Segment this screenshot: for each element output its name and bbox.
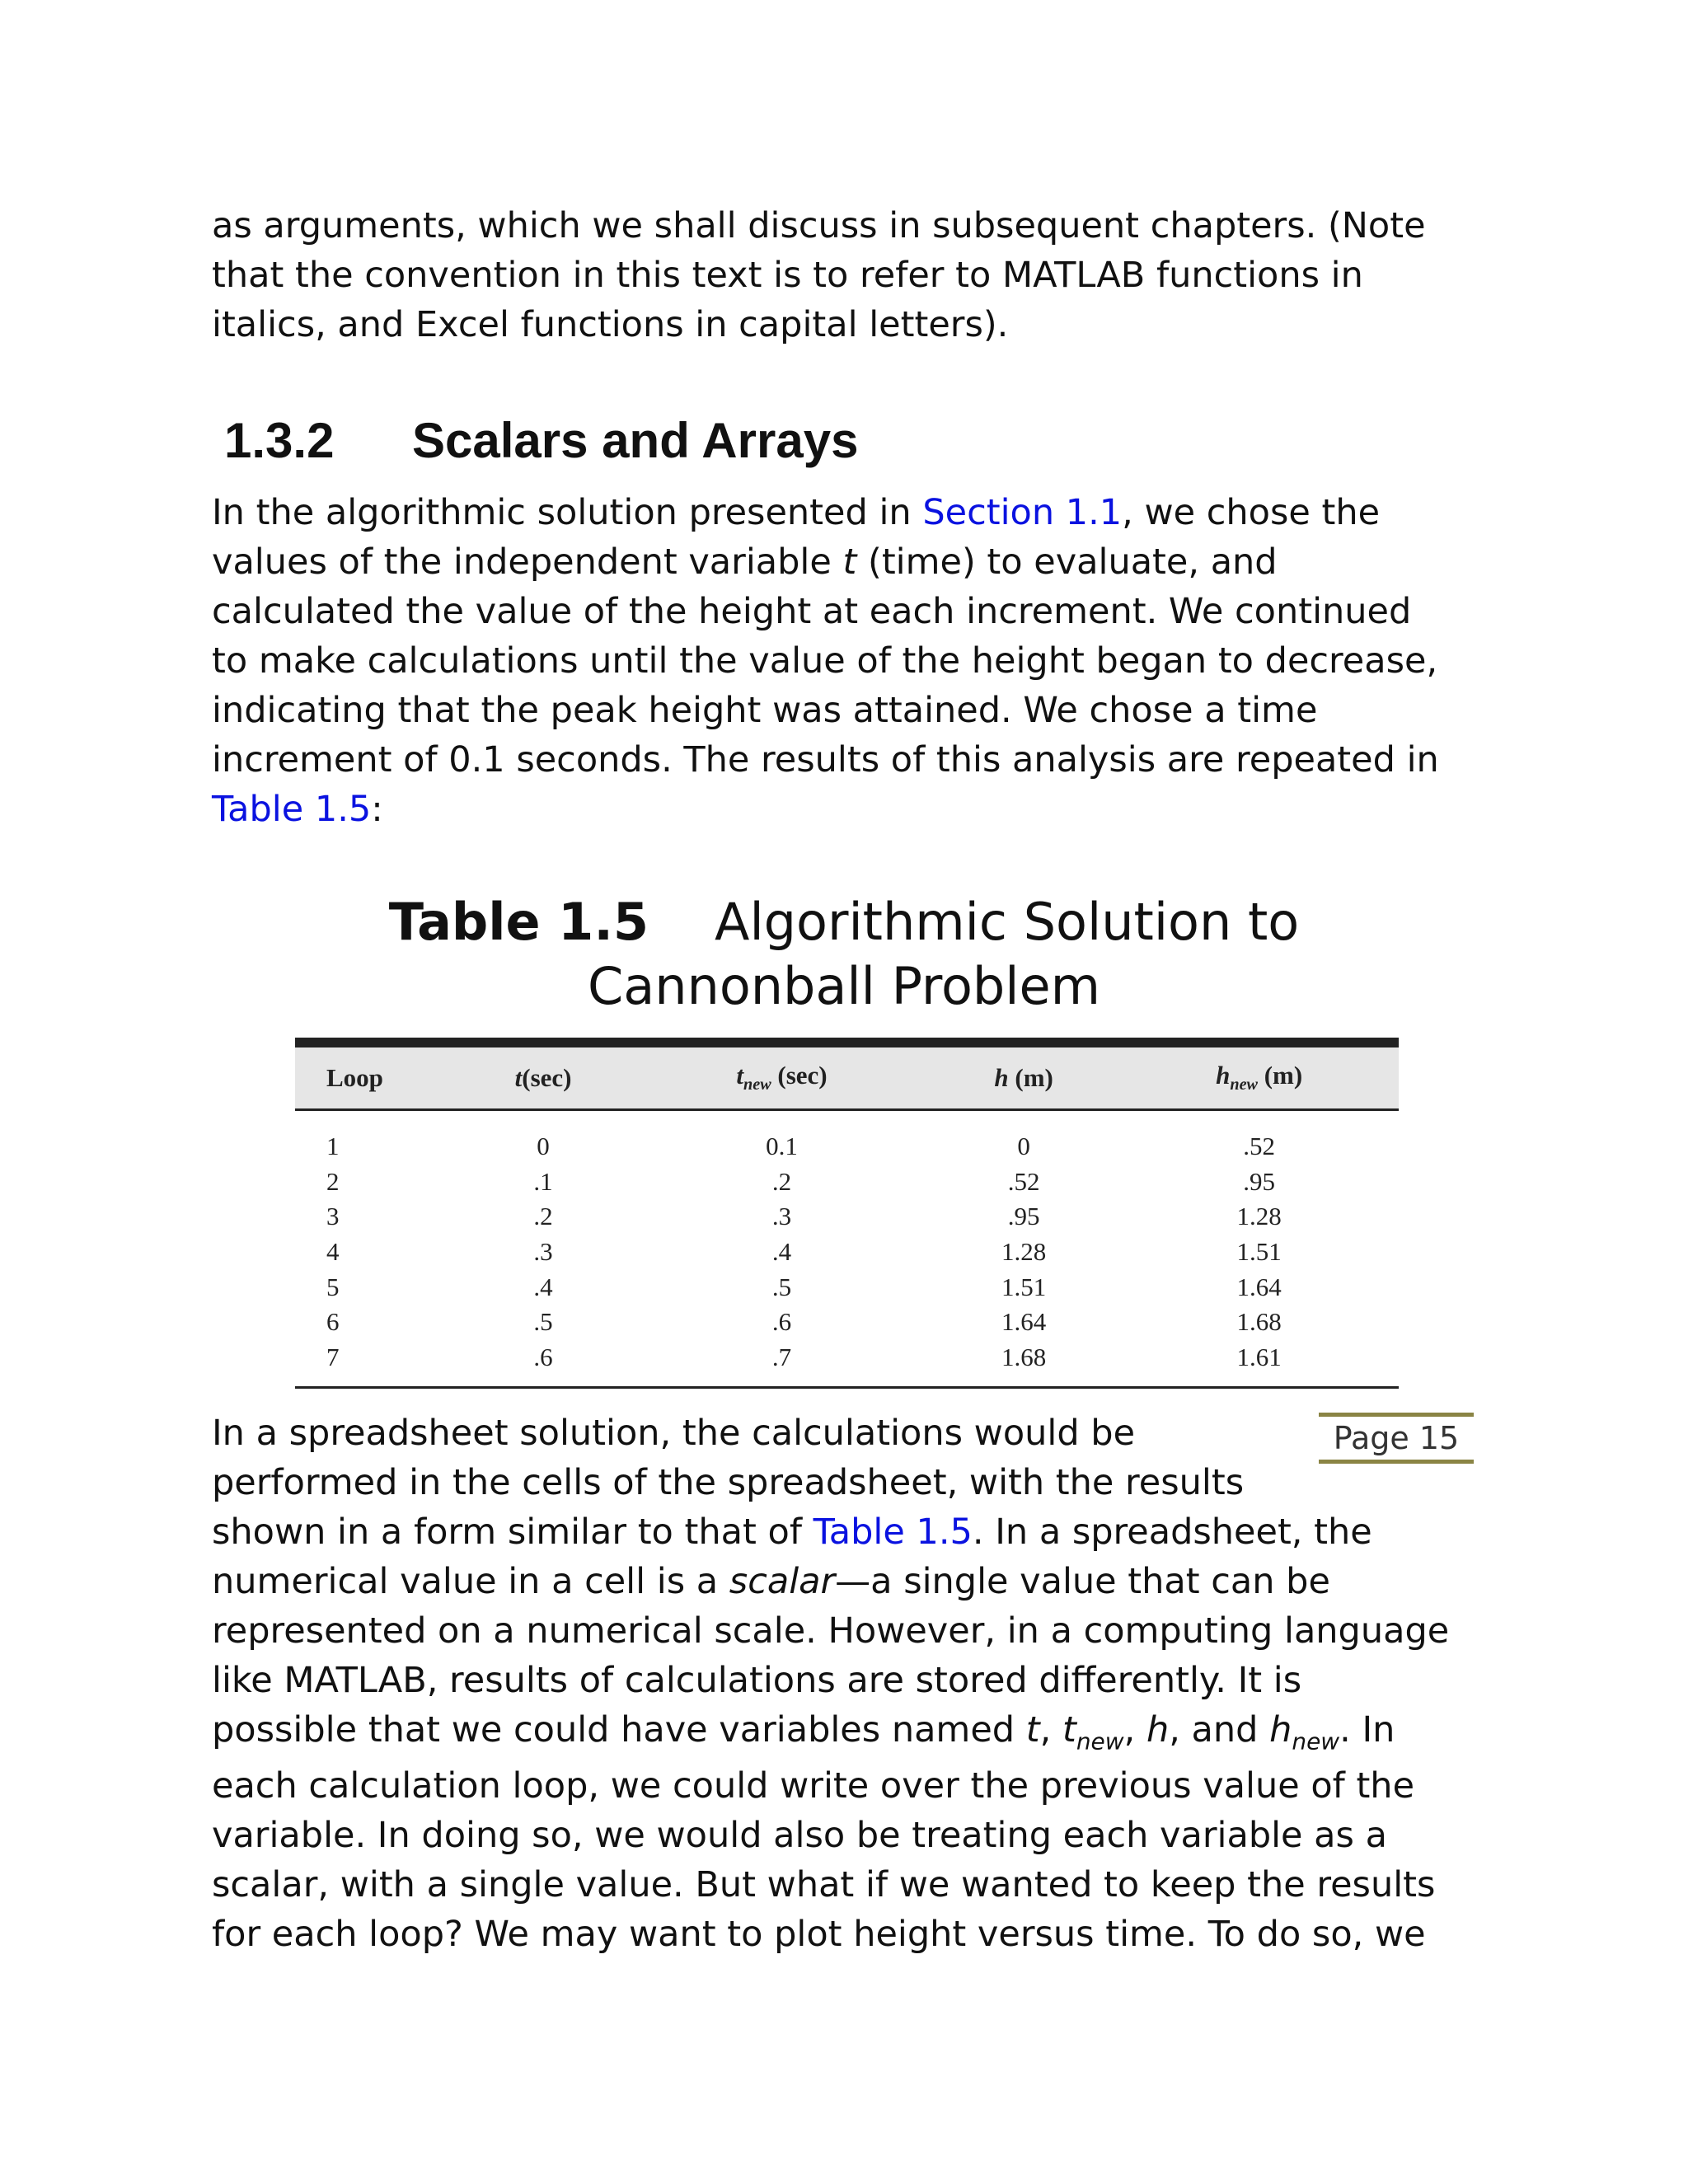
table-row xyxy=(295,1269,1399,1305)
text: , xyxy=(1123,1709,1146,1750)
paragraph-2 xyxy=(212,1408,1449,1959)
table-row xyxy=(295,1199,1399,1235)
text: —a single value that can be xyxy=(835,1561,1330,1602)
table-cell: 1.68 xyxy=(1001,1342,1047,1371)
scalar-term: scalar xyxy=(729,1561,836,1602)
intro-paragraph xyxy=(212,201,1426,349)
text: possible that we could have variables named xyxy=(212,1709,1026,1750)
table-cell: .95 xyxy=(1243,1166,1276,1196)
table-cell: 6 xyxy=(326,1307,340,1337)
table-cell: 2 xyxy=(326,1166,340,1196)
text: , and xyxy=(1169,1709,1270,1750)
header-loop: Loop xyxy=(326,1063,383,1092)
subscript: new xyxy=(1292,1727,1340,1755)
table-row xyxy=(295,1165,1399,1200)
table-cell: .52 xyxy=(1007,1166,1040,1196)
text-line: performed in the cells of the spreadsheet, with the results xyxy=(212,1462,1245,1503)
table-row xyxy=(295,1110,1399,1165)
header-tnew: $t_{new}$ (sec) xyxy=(736,1061,828,1094)
variable-t: t xyxy=(842,541,857,583)
variable-tnew: t xyxy=(1062,1709,1076,1750)
text-line: increment of 0.1 seconds. The results of this analysis are repeated in xyxy=(212,739,1439,780)
table-cell: .6 xyxy=(533,1342,553,1371)
table-cell: 1 xyxy=(326,1132,340,1161)
variable-t: t xyxy=(1025,1709,1040,1750)
table-cell: 4 xyxy=(326,1237,340,1267)
text-line: that the convention in this text is to refer to MATLAB functions in xyxy=(212,255,1363,296)
text-line: In a spreadsheet solution, the calculations would be xyxy=(212,1413,1136,1454)
text-line: represented on a numerical scale. However, in a computing language xyxy=(212,1610,1450,1652)
text: . In xyxy=(1339,1709,1395,1750)
table-caption xyxy=(0,890,1688,1019)
text-line: indicating that the peak height was attained. We chose a time xyxy=(212,690,1318,731)
text: : xyxy=(371,789,383,830)
table-title: Algorithmic Solution to xyxy=(715,892,1300,952)
table-cell: 1.28 xyxy=(1236,1202,1282,1231)
table-cell: 7 xyxy=(326,1342,340,1371)
table-cell: .2 xyxy=(771,1166,792,1196)
table-cell: 5 xyxy=(326,1272,340,1301)
text: values of the independent variable xyxy=(212,541,843,583)
text-line: calculated the value of the height at each increment. We continued xyxy=(212,591,1412,632)
table-cell: 0 xyxy=(537,1132,550,1161)
table-cell: .1 xyxy=(533,1166,553,1196)
section-heading xyxy=(224,412,858,469)
text: (time) to evaluate, and xyxy=(856,541,1278,583)
table-cell: 1.28 xyxy=(1001,1237,1047,1267)
table-row xyxy=(295,1340,1399,1388)
text-line: as arguments, which we shall discuss in subsequent chapters. (Note xyxy=(212,205,1426,246)
table-cell: 1.68 xyxy=(1236,1307,1282,1337)
text: In the algorithmic solution presented in xyxy=(212,492,923,533)
text-line: to make calculations until the value of the height began to decrease, xyxy=(212,640,1438,682)
text: , we chose the xyxy=(1122,492,1381,533)
table-cell: .6 xyxy=(771,1307,792,1337)
table-cell: 1.61 xyxy=(1236,1342,1282,1371)
text-line: for each loop? We may want to plot height versus time. To do so, we xyxy=(212,1914,1426,1955)
text: numerical value in a cell is a xyxy=(212,1561,729,1602)
table-cell: .3 xyxy=(533,1237,553,1267)
table-cell: .5 xyxy=(771,1272,792,1301)
table-cell: 0 xyxy=(1017,1132,1030,1161)
table-cell: 3 xyxy=(326,1202,340,1231)
text-line: like MATLAB, results of calculations are stored differently. It is xyxy=(212,1660,1302,1701)
table-cell: 0.1 xyxy=(766,1132,798,1161)
table-1-5-link[interactable]: Table 1.5 xyxy=(813,1511,973,1553)
table-cell: .95 xyxy=(1007,1202,1040,1231)
text: , xyxy=(1039,1709,1062,1750)
table-label: Table 1.5 xyxy=(388,892,649,952)
table-cell: 1.51 xyxy=(1001,1272,1047,1301)
subscript: new xyxy=(1076,1727,1124,1755)
table-cell: .52 xyxy=(1243,1132,1276,1161)
table-cell: .3 xyxy=(771,1202,792,1231)
table-cell: 1.51 xyxy=(1236,1237,1282,1267)
text: shown in a form similar to that of xyxy=(212,1511,814,1553)
table-cell: 1.64 xyxy=(1236,1272,1282,1301)
section-number: 1.3.2 xyxy=(224,413,335,468)
table-cell: 1.64 xyxy=(1001,1307,1047,1337)
text-line: scalar, with a single value. But what if we wanted to keep the results xyxy=(212,1864,1436,1905)
text: . In a spreadsheet, the xyxy=(972,1511,1372,1553)
text-line: italics, and Excel functions in capital letters). xyxy=(212,304,1009,345)
table-header-row xyxy=(295,1043,1399,1110)
header-h: h (m) xyxy=(994,1063,1053,1092)
header-hnew: $h_{new}$ (m) xyxy=(1216,1061,1303,1094)
header-t: t(sec) xyxy=(514,1063,572,1092)
table-cell: .2 xyxy=(533,1202,553,1231)
table-1-5-link[interactable]: Table 1.5 xyxy=(212,789,372,830)
table-title-line-2: Cannonball Problem xyxy=(587,956,1101,1016)
table-row xyxy=(295,1235,1399,1270)
variable-h: h xyxy=(1146,1709,1170,1750)
table-row xyxy=(295,1305,1399,1340)
table-cell: .4 xyxy=(533,1272,553,1301)
variable-hnew: h xyxy=(1269,1709,1292,1750)
cannonball-table xyxy=(295,1038,1399,1389)
paragraph-1 xyxy=(212,488,1439,834)
section-title: Scalars and Arrays xyxy=(412,413,859,468)
text-line: each calculation loop, we could write over the previous value of the xyxy=(212,1765,1415,1807)
table-cell: .5 xyxy=(533,1307,553,1337)
text-line: variable. In doing so, we would also be treating each variable as a xyxy=(212,1815,1387,1856)
table-cell: .7 xyxy=(771,1342,792,1371)
section-1-1-link[interactable]: Section 1.1 xyxy=(922,492,1123,533)
table-cell: .4 xyxy=(771,1237,792,1267)
page-marker: Page 15 xyxy=(1319,1413,1474,1464)
